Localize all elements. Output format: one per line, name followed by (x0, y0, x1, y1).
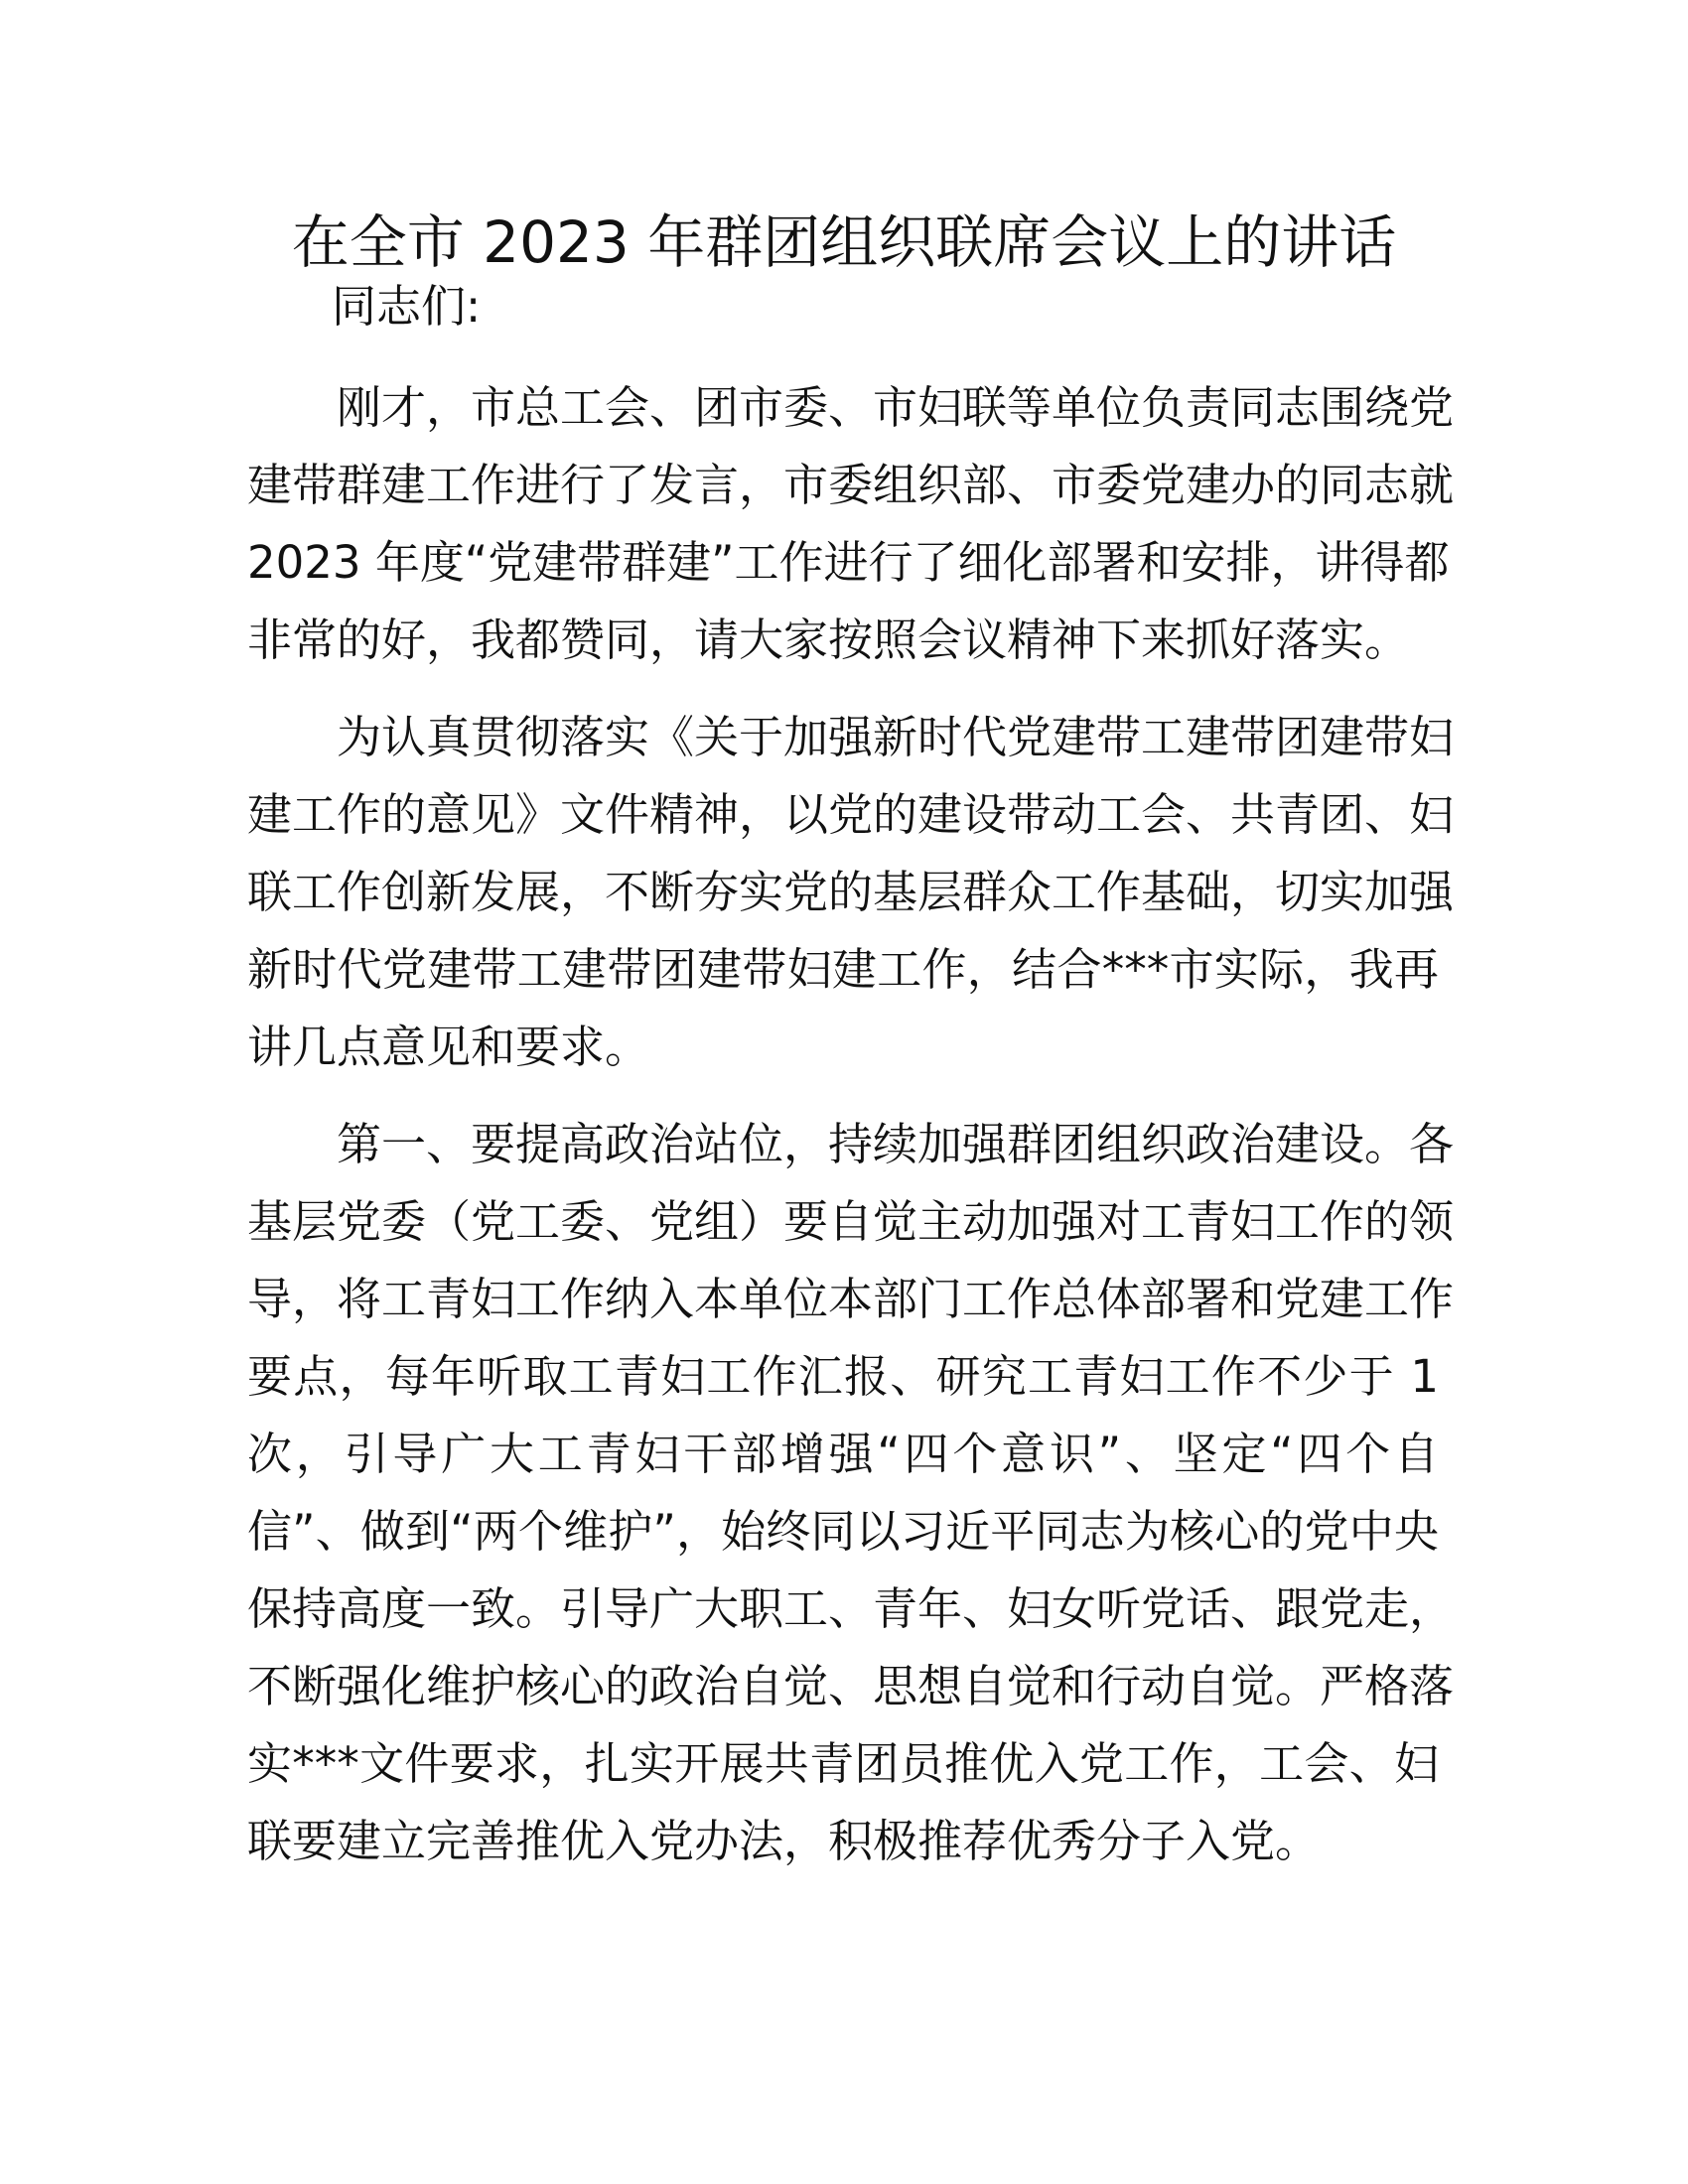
paragraph-line: 新时代党建带工建带团建带妇建工作，结合***市实际，我再 (247, 943, 1439, 996)
salutation: 同志们: (332, 280, 482, 333)
paragraph-3 (247, 1106, 1455, 1880)
paragraph-line: 不断强化维护核心的政治自觉、思想自觉和行动自觉。严格落 (247, 1660, 1455, 1712)
paragraph-line: 联工作创新发展，不断夯实党的基层群众工作基础，切实加强 (247, 866, 1455, 918)
paragraph-line: 基层党委（党工委、党组）要自觉主动加强对工青妇工作的领 (247, 1195, 1455, 1248)
paragraph-line: 建工作的意见》文件精神，以党的建设带动工会、共青团、妇 (247, 788, 1455, 841)
paragraph-line: 刚才，市总工会、团市委、市妇联等单位负责同志围绕党 (337, 381, 1455, 434)
paragraph-line: 建带群建工作进行了发言，市委组织部、市委党建办的同志就 (247, 459, 1455, 511)
paragraph-line: 信”、做到“两个维护”，始终同以习近平同志为核心的党中央 (247, 1505, 1439, 1558)
paragraph-line: 实***文件要求，扎实开展共青团员推优入党工作，工会、妇 (247, 1737, 1439, 1790)
paragraph-line: 非常的好，我都赞同，请大家按照会议精神下来抓好落实。 (247, 614, 1410, 666)
paragraph-2 (247, 699, 1455, 1086)
paragraph-line: 为认真贯彻落实《关于加强新时代党建带工建带团建带妇 (337, 711, 1455, 763)
paragraph-line: 要点，每年听取工青妇工作汇报、研究工青妇工作不少于 1 (247, 1350, 1439, 1403)
paragraph-line: 联要建立完善推优入党办法，积极推荐优秀分子入党。 (247, 1815, 1321, 1867)
paragraph-line: 次，引导广大工青妇干部增强“四个意识”、坚定“四个自 (247, 1428, 1439, 1480)
paragraph-line: 讲几点意见和要求。 (247, 1021, 650, 1073)
document-title: 在全市 2023 年群团组织联席会议上的讲话 (291, 208, 1397, 276)
paragraph-line: 第一、要提高政治站位，持续加强群团组织政治建设。各 (337, 1118, 1455, 1170)
document-body (247, 268, 1455, 1880)
paragraph-line: 导，将工青妇工作纳入本单位本部门工作总体部署和党建工作 (247, 1273, 1455, 1325)
paragraph-line: 保持高度一致。引导广大职工、青年、妇女听党话、跟党走， (247, 1582, 1455, 1635)
paragraph-1 (247, 369, 1455, 679)
paragraph-line: 2023 年度“党建带群建”工作进行了细化部署和安排，讲得都 (247, 536, 1450, 589)
